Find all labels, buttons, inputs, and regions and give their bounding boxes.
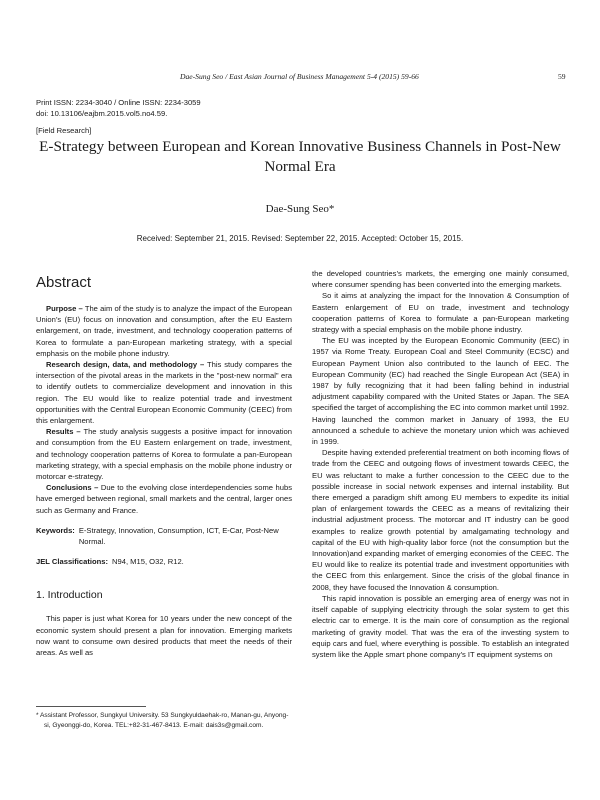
jel-classifications — [36, 556, 292, 567]
body-paragraph: the developed countries’s markets, the emerging one mainly consumed, where consumer spending has been converted into the emerging markets. — [312, 269, 569, 290]
abstract-results: Results – The study analysis suggests a positive impact for innovation and consumption from the EU Eastern enlargement on trade, investment, and technology cooperation patterns of Korea to formulate a pan-European marketing strategy, with a special emphasis on the mobile phone industry or motorcar e-strategy. — [36, 427, 293, 482]
introduction-heading: 1. Introduction — [36, 589, 103, 602]
keywords — [36, 525, 292, 547]
footnote-text: * Assistant Professor, Sungkyul University. 53 Sungkyuldaehak-ro, Manan-gu, Anyong-si, Gyeonggi-do, Korea. TEL:+82-31-467-8413. E-mail: dais3s@gmail.com. — [36, 712, 289, 729]
body-paragraph: The EU was incepted by the European Economic Community (EEC) in 1957 via Rome Treaty. European Coal and Steel Community (ECSC) and European Payment Union also contributed to the launch of EEC. The European Community (EC) had reached the Single European Act (SEA) in 1987 by fully recognizing that it had been falling behind in industrial adjustment capability compared with the United States or Japan. The SEA specified the target of accomplishing the EC into common market until 1992. Having launched the common market in January of 1993, the EU announced a schedule to achieve the monetary union which was achieved in 1999. — [312, 336, 569, 447]
abstract-purpose: Purpose – The aim of the study is to analyze the impact of the European Union’s (EU) focus on innovation and consumption, after the EU Eastern enlargement, on trade, investment, and technology cooperation patterns of Korea to formulate a pan-European marketing strategy, with a special emphasis on the mobile phone industry. — [36, 304, 292, 358]
left-column — [36, 268, 292, 658]
keywords-text: E-Strategy, Innovation, Consumption, ICT, E-Car, Post-New Normal. — [78, 525, 279, 547]
paper-title: E-Strategy between European and Korean Innovative Business Channels in Post-New Normal Era — [39, 138, 561, 175]
body-paragraph: Despite having extended preferential treatment on both incoming flows of trade from the CEEC and outgoing flows of investment towards CEEC, the EU was reluctant to make a further concession to the CEEC due to the possible increase in social network expenses and internal instability. But there emerged a paradigm shift among EU members to expedite its initial plan of enlargement towards the CEEC as a means of revitalizing their industrial adjustment process. The motorcar and IT industry can be good examples to realize growth potential by amalgamating technology and capital of the EU with high-quality labor force (not the consumption but the Innovation)and expanding market of emerging economies of the CEEC. The EU would like to realize its potential trade and investment opportunities with the CEEC from this enlargement. Since the crisis of the global finance in 2008, they have focused the Innovation & consumption. — [312, 448, 569, 592]
jel-label: JEL Classifications: — [36, 557, 109, 567]
field-label: [Field Research] — [36, 126, 92, 135]
abstract-methodology: Research design, data, and methodology – This study compares the intersection of the pivotal areas in the markets in the "post-new normal" era to identify outlets to commercialize development and innovation in this region. The EU would like to realize potential trade and investment opportunities with the Central European Economic Community (CEEC) from this enlargement. — [36, 360, 292, 426]
page-number: 59 — [558, 72, 566, 81]
received-dates: Received: September 21, 2015. Revised: September 22, 2015. Accepted: October 15, 2015. — [136, 234, 464, 243]
introduction-paragraph: This paper is just what Korea for 10 years under the new concept of the economic system should present a plan for innovation. Emerging markets now want to consume own desired products that meet the needs of their areas. As well as — [36, 614, 292, 658]
abstract-heading: Abstract — [36, 274, 92, 291]
issn-block — [36, 97, 201, 119]
footnote-divider — [36, 706, 146, 707]
author: Dae-Sung Seo* — [265, 203, 335, 215]
body-paragraph: This rapid innovation is possible an emerging area of energy was not in itself capable of supplying electricity through the solar system to get this electric car to emerge. It is the main core of consumption as the regional marketing of gravity model. That was the era of the investing system to equip cars and fuel, where everything is possible. To establish an integrated system like the Apple smart phone company's IT equipment systems on — [312, 593, 569, 659]
footnote — [36, 711, 292, 731]
right-column — [312, 268, 569, 660]
running-head-text: Dae-Sung Seo / East Asian Journal of Business Management 5-4 (2015) 59-66 — [180, 72, 419, 81]
jel-text: N94, M15, O32, R12. — [112, 557, 184, 567]
body-paragraph: So it aims at analyzing the impact for the Innovation & Consumption of Eastern enlargement of EU on trade, investment and technology cooperation patterns of Korea to formulate a pan-European marketing strategy with a special emphasis on the mobile phone industry. — [312, 291, 569, 335]
abstract-conclusions: Conclusions – Due to the evolving close interdependencies some hubs have emerged between regional, small markets and the central, larger ones such as Germany and France. — [36, 483, 292, 515]
issn-line: Print ISSN: 2234-3040 / Online ISSN: 2234-3059 — [36, 98, 201, 107]
doi-line: doi: 10.13106/eajbm.2015.vol5.no4.59. — [36, 109, 168, 118]
keywords-label: Keywords: — [36, 525, 75, 535]
